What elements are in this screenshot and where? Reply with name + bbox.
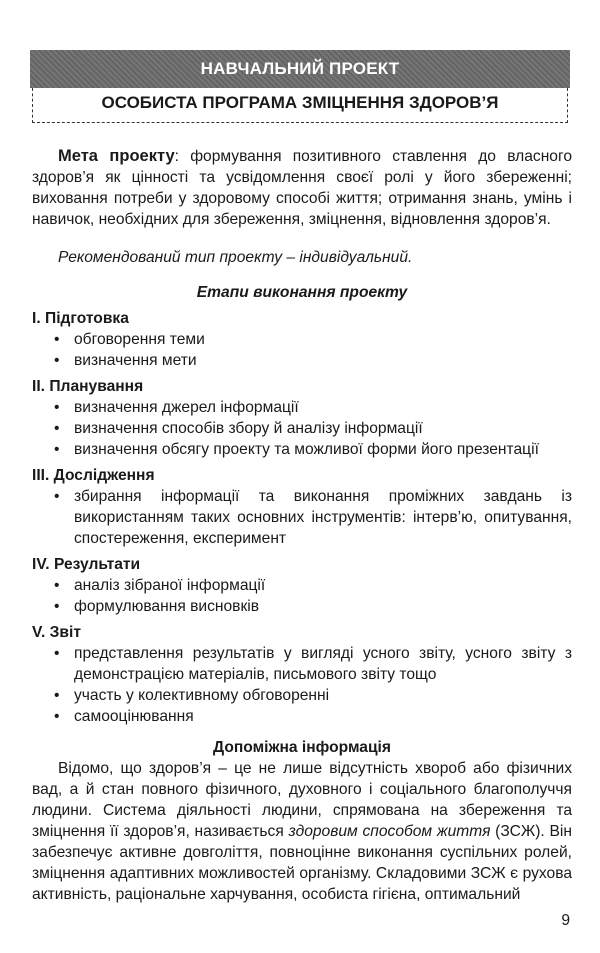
stage-5 — [32, 622, 572, 727]
stage-3 — [32, 465, 572, 549]
list-item-text: самооцінювання — [74, 708, 194, 725]
bullet-icon: • — [54, 441, 60, 458]
goal-text: : формування позитивного ставлення до власного здоров’я як цінності та усвідомлення своєї ролі у його збереженні; виховання потреби у здоровому способі життя; отримання знань, умінь і навичок, необхідних для збереження, зміцнення, відновлення здоров’я. — [32, 148, 572, 228]
aux-text-1: Відомо, що здоров’я – це не лише відсутність хвороб або фізичних вад, а й стан повного фізичного, духовного і соціального благополуччя людини. Система діяльності людини, спрямована на збереження та зміцнення її здоров’я, називається — [32, 760, 572, 840]
aux-title: Допоміжна інформація — [213, 739, 391, 756]
bullet-icon: • — [54, 420, 60, 437]
list-item — [32, 439, 572, 460]
stage-list — [32, 575, 572, 617]
list-item — [32, 596, 572, 617]
list-item — [32, 397, 572, 418]
list-item-text: збирання інформації та виконання проміжних завдань із використанням таких основних інструментів: інтерв’ю, опитування, спостереження, експеримент — [74, 488, 572, 547]
list-item — [32, 329, 572, 350]
bullet-icon: • — [54, 488, 60, 505]
stage-4 — [32, 554, 572, 617]
stage-title: II. Планування — [32, 378, 144, 395]
stage-list — [32, 329, 572, 371]
list-item-text: визначення способів збору й аналізу інформації — [74, 420, 423, 437]
aux-text-2: (ЗСЖ). Він забезпечує активне довголіття, повноцінне виконання суспільних ролей, зміцнення адаптивних можливостей організму. Складовими ЗСЖ є рухова активність, раціональне харчування, особиста гігієна, оптимальний — [32, 823, 572, 903]
section-banner: НАВЧАЛЬНИЙ ПРОЕКТ — [30, 50, 570, 88]
list-item-text: аналіз зібраної інформації — [74, 577, 266, 594]
list-item-text: представлення результатів у вигляді усного звіту, усного звіту з демонстрацією матеріалів, письмового звіту тощо — [74, 645, 572, 683]
list-item-text: формулювання висновків — [74, 598, 260, 615]
stage-title: III. Дослідження — [32, 467, 155, 484]
list-item — [32, 575, 572, 596]
bullet-icon: • — [54, 687, 60, 704]
list-item — [32, 350, 572, 371]
list-item — [32, 486, 572, 549]
stage-list — [32, 643, 572, 727]
bullet-icon: • — [54, 399, 60, 416]
page-content — [32, 146, 572, 905]
list-item-text: обговорення теми — [74, 331, 205, 348]
stage-title: I. Підготовка — [32, 310, 129, 327]
bullet-icon: • — [54, 331, 60, 348]
stage-title: V. Звіт — [32, 624, 81, 641]
project-title: ОСОБИСТА ПРОГРАМА ЗМІЦНЕННЯ ЗДОРОВ’Я — [32, 88, 568, 123]
page-number: 9 — [561, 912, 570, 929]
list-item-text: визначення джерел інформації — [74, 399, 299, 416]
bullet-icon: • — [54, 645, 60, 662]
bullet-icon: • — [54, 708, 60, 725]
bullet-icon: • — [54, 577, 60, 594]
list-item — [32, 706, 572, 727]
list-item — [32, 418, 572, 439]
aux-term: здоровим способом життя — [288, 823, 491, 840]
auxiliary-info — [32, 737, 572, 905]
stages-title: Етапи виконання проекту — [196, 284, 408, 301]
list-item-text: участь у колективному обговоренні — [74, 687, 330, 704]
list-item — [32, 685, 572, 706]
stage-list — [32, 486, 572, 549]
list-item-text: визначення мети — [74, 352, 197, 369]
stage-1 — [32, 308, 572, 371]
goal-label: Мета проекту — [58, 147, 175, 165]
aux-paragraph — [32, 758, 572, 905]
list-item-text: визначення обсягу проекту та можливої форми його презентації — [74, 441, 539, 458]
stage-title: IV. Результати — [32, 556, 141, 573]
bullet-icon: • — [54, 352, 60, 369]
project-goal — [32, 146, 572, 230]
stage-2 — [32, 376, 572, 460]
stage-list — [32, 397, 572, 460]
bullet-icon: • — [54, 598, 60, 615]
list-item — [32, 643, 572, 685]
recommended-type: Рекомендований тип проекту – індивідуальний. — [58, 249, 413, 266]
